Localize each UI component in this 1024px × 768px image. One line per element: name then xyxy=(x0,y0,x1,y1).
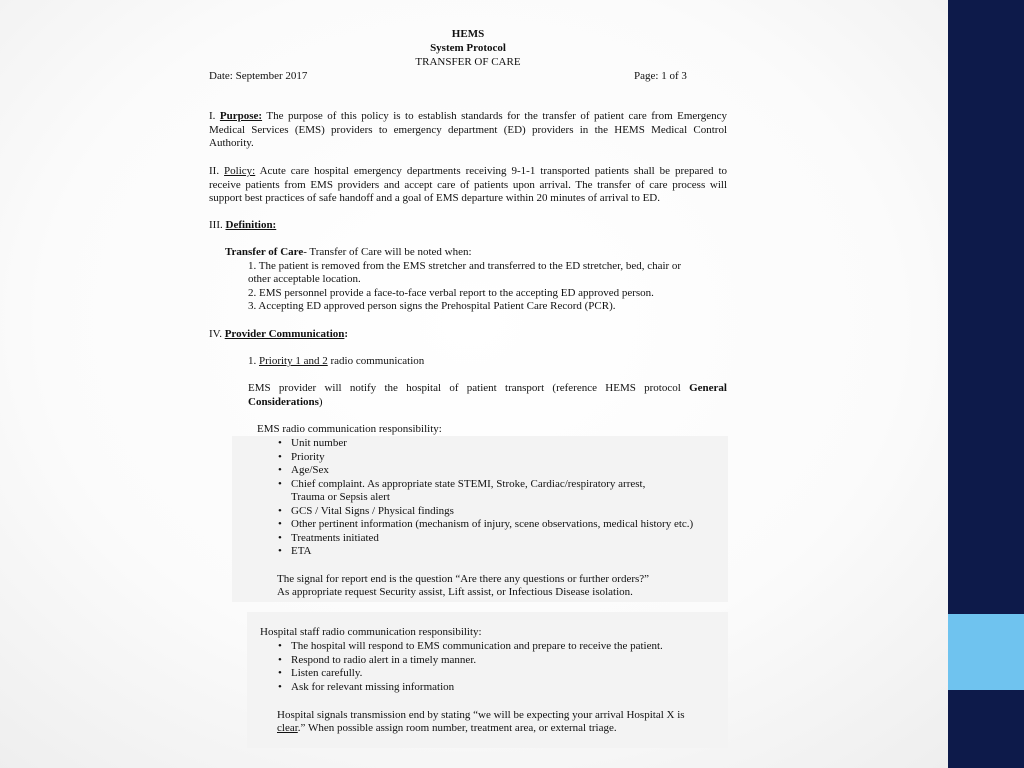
definition-term-line xyxy=(225,246,472,260)
purpose-num: I. xyxy=(209,110,220,122)
definition-label: Definition: xyxy=(225,219,277,231)
list-item: • Priority xyxy=(278,451,693,465)
list-item: • The hospital will respond to EMS communication and prepare to receive the patient. xyxy=(278,640,663,654)
list-item: • Unit number xyxy=(278,437,693,451)
purpose-label: Purpose: xyxy=(219,110,263,122)
list-item: • Age/Sex xyxy=(278,464,693,478)
doc-date: Date: September 2017 xyxy=(209,70,308,82)
policy-text: Acute care hospital emergency departments receiving 9-1-1 transported patients shall be prepared to receive patients from EMS providers and accept care of patients upon arrival. The transfer of care process will support best practices of safe handoff and a goal of EMS departure within 20 minutes of arrival to ED. xyxy=(209,165,727,204)
hospital-list xyxy=(278,640,663,694)
policy-label: Policy: xyxy=(224,165,256,177)
notify-end: ) xyxy=(318,395,323,408)
list-item-text: Chief complaint. As appropriate state STEMI, Stroke, Cardiac/respiratory arrest, xyxy=(291,477,646,490)
list-item: • Ask for relevant missing information xyxy=(278,681,663,695)
list-item: • Treatments initiated xyxy=(278,532,693,546)
provider-colon: : xyxy=(344,328,349,340)
definition-item: 1. The patient is removed from the EMS stretcher and transferred to the ED stretcher, bed, chair or xyxy=(248,260,682,272)
list-item: • Other pertinent information (mechanism of injury, scene observations, medical history etc.) xyxy=(278,518,693,532)
doc-type: System Protocol xyxy=(430,42,506,54)
request-text: As appropriate request Security assist, Lift assist, or Infectious Disease isolation. xyxy=(277,586,633,598)
definition-item: other acceptable location. xyxy=(248,273,361,285)
definition-term-text: - Transfer of Care will be noted when: xyxy=(303,246,472,258)
signal-text: The signal for report end is the question “Are there any questions or further orders?” xyxy=(277,573,650,585)
priority-label: Priority 1 and 2 xyxy=(259,355,328,367)
doc-org: HEMS xyxy=(451,28,485,40)
list-item: • Respond to radio alert in a timely manner. xyxy=(278,654,663,668)
provider-label: Provider Communication xyxy=(224,328,345,340)
hospital-end-line-1: Hospital signals transmission end by stating “we will be expecting your arrival Hospital X is xyxy=(277,709,685,721)
policy-section xyxy=(209,165,727,206)
doc-page-number: Page: 1 of 3 xyxy=(634,70,687,82)
notify-text: EMS provider will notify the hospital of patient transport (reference HEMS protocol xyxy=(248,382,690,394)
list-item: • GCS / Vital Signs / Physical findings xyxy=(278,505,693,519)
definition-heading xyxy=(209,219,276,233)
policy-num: II. xyxy=(209,165,225,177)
hospital-end-line-2 xyxy=(277,722,617,736)
notify-paragraph xyxy=(248,382,727,409)
provider-heading xyxy=(209,328,348,342)
hospital-end-text: .” When possible assign room number, treatment area, or external triage. xyxy=(297,722,617,734)
ems-heading: EMS radio communication responsibility: xyxy=(257,423,442,435)
ems-list xyxy=(278,437,693,559)
definition-num: III. xyxy=(209,219,226,231)
definition-item: 3. Accepting ED approved person signs the Prehospital Patient Care Record (PCR). xyxy=(248,300,616,312)
priority-prefix: 1. xyxy=(248,355,259,367)
definition-item: 2. EMS personnel provide a face-to-face verbal report to the accepting ED approved person. xyxy=(248,287,654,299)
hospital-heading: Hospital staff radio communication responsibility: xyxy=(260,626,482,638)
purpose-text: The purpose of this policy is to establish standards for the transfer of patient care from Emergency Medical Services (EMS) providers to emergency department (ED) providers in the HEMS Medical Control Authority. xyxy=(209,110,727,149)
slide-accent-square xyxy=(948,614,1024,690)
doc-title: TRANSFER OF CARE xyxy=(415,56,521,68)
list-item: • Listen carefully. xyxy=(278,667,663,681)
priority-line xyxy=(248,355,424,369)
provider-num: IV. xyxy=(209,328,225,340)
notify-bold: General Considerations xyxy=(248,382,727,408)
definition-term: Transfer of Care xyxy=(225,246,304,258)
hospital-end-clear: clear xyxy=(277,722,298,734)
list-item: • ETA xyxy=(278,545,693,559)
priority-suffix: radio communication xyxy=(327,355,425,367)
list-item xyxy=(278,478,693,505)
list-item-text-cont: Trauma or Sepsis alert xyxy=(291,491,390,503)
purpose-section xyxy=(209,110,727,151)
